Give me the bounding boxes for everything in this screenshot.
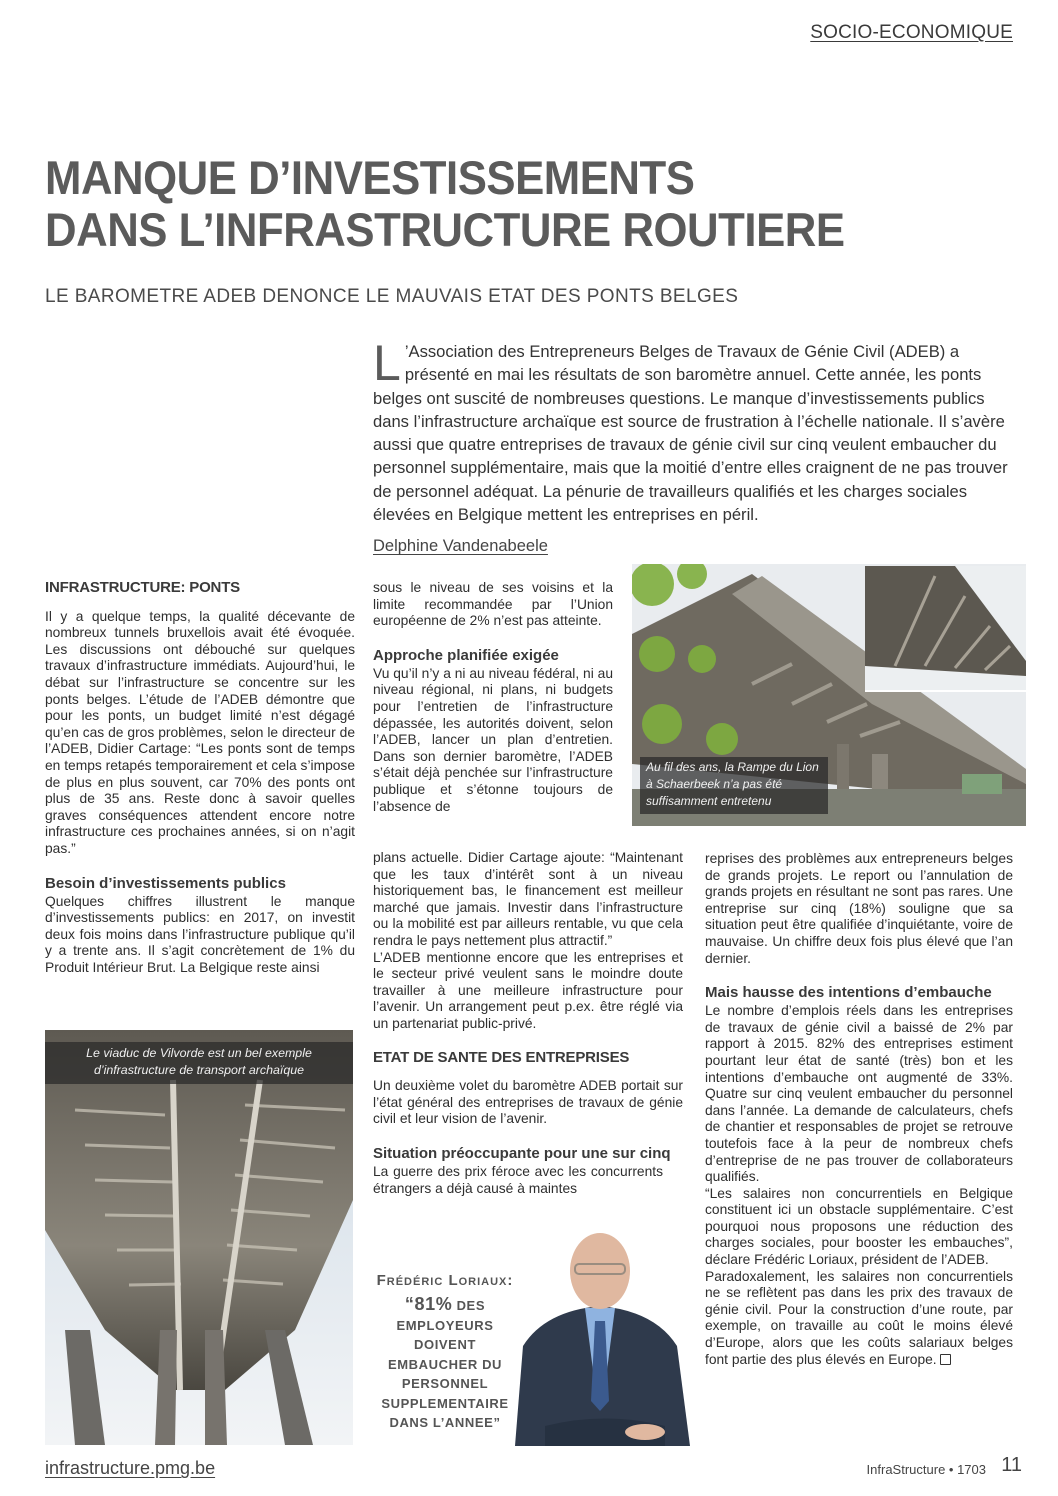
portrait-image <box>505 1226 695 1446</box>
paragraph: reprises des problèmes aux entrepreneurs belges de grands projets. Le report ou l’annulation de grands projets en résultant ne sont pas rares. Une entreprise sur cinq (18%) souligne que sa situation peut être qualifiée d’inquiétante, voire de mauvaise. Un chiffre deux fois plus élevé que l’an dernier. <box>705 851 1013 966</box>
inset-bridge-image <box>865 566 1026 690</box>
paragraph-text: Paradoxalement, les salaires non concurrentiels ne se reflètent pas dans les prix des travaux de génie civil. Pour la construction d’une route, par exemple, on travaille au coût le moins élevé d’Europe, alors que les coûts salariaux belges font partie des plus élevés en Europe. <box>705 1268 1013 1367</box>
paragraph: sous le niveau de ses voisins et la limite recommandée par l’Union européenne de 2% n’est pas atteinte. <box>373 580 613 629</box>
photo-vilvorde-viaduct <box>45 1030 353 1445</box>
paragraph: Vu qu’il n’y a ni au niveau fédéral, ni au niveau régional, ni plans, ni budgets pour l’entretien de l’infrastructure dépassée, les autorités doivent, selon l’ADEB, lancer un plan d’entretien. Dans son dernier baromètre, l’ADEB s’était déjà penchée sur l’infrastructure publique et s’étonne toujours de l’absence de <box>373 665 613 814</box>
paragraph: Il y a quelque temps, la qualité décevante de nombreux tunnels bruxellois avait été évoquée. Les discussions ont débouché sur quelques travaux d’infrastructure immédiats. Aujourd’hui, le débat sur l’infrastructure se concentre sur les ponts belges. L’étude de l’ADEB démontre que pour les ponts, un budget limité n’est dégagé qu’en cas de gros problèmes, selon le directeur de l’ADEB, Didier Cartage: “Les ponts sont de temps en temps retapés temporairement et cela s’impose de plus en plus souvent, car 70% des ponts ont plus de 35 ans. Reste donc à savoir quelles graves conséquences attendent encore notre infrastructure ces prochaines années, si on n’agit pas.” <box>45 608 355 856</box>
photo-caption-vilvorde: Le viaduc de Vilvorde est un bel exemple d’infrastructure de transport archaïque <box>45 1042 353 1084</box>
section-heading-ponts: INFRASTRUCTURE: PONTS <box>45 579 240 596</box>
paragraph: Quelques chiffres illustrent le manque d’investissements publics: en 2017, on investit deux fois moins dans l’infrastructure publique qu’il y a trente ans. Il s’agit concrètement de 1% du Produit Intérieur Brut. La Belgique reste ainsi <box>45 893 355 975</box>
paragraph: Un deuxième volet du baromètre ADEB portait sur l’état général des entreprises de travaux de génie civil et leur vision de l’avenir. <box>373 1078 683 1127</box>
title-line-1: MANQUE D’INVESTISSEMENTS <box>45 151 695 204</box>
page-number: 11 <box>1001 1454 1022 1476</box>
footer-website-link[interactable]: infrastructure.pmg.be <box>45 1458 216 1478</box>
footer-magazine-issue: InfraStructure • 1703 <box>866 1462 986 1477</box>
photo-rampe-du-lion <box>632 564 1026 826</box>
lead-text: ’Association des Entrepreneurs Belges de Travaux de Génie Civil (ADEB) a présenté en mai les résultats de son baromètre annuel. Cette année, les ponts belges ont suscité de nombreuses questions. Le manque d’investissements publics dans l’infrastructure archaïque est source de frustration à l’échelle nationale. Il s’avère aussi que quatre entreprises de travaux de génie civil sur cinq veulent embaucher du personnel supplémentaire, mais que la moitié d’entre elles craignent de ne pas trouver de personnel adéquat. La pénurie de travailleurs qualifiés et les charges sociales élevées en Belgique mettent les entreprises en péril. <box>373 342 1008 525</box>
photo-caption-rampe: Au fil des ans, la Rampe du Lion à Schaerbeek n’a pas été suffisamment entretenu <box>640 757 828 814</box>
subheading-embauche: Mais hausse des intentions d’embauche <box>705 984 992 1002</box>
section-tag: SOCIO-ECONOMIQUE <box>810 22 1013 43</box>
paragraph: La guerre des prix féroce avec les concurrents étrangers a déjà causé à maintes <box>373 1163 663 1196</box>
subheading-approche: Approche planifiée exigée <box>373 646 559 664</box>
subheading-besoin: Besoin d’investissements publics <box>45 874 286 892</box>
end-of-article-icon <box>940 1354 951 1365</box>
paragraph: Le nombre d’emplois réels dans les entreprises de travaux de génie civil a baissé de 2% par rapport à 2015. 82% des entreprises estiment pourtant leur état de santé (très) bon et les intentions d’embauche ont augmenté de 33%. Quatre sur cinq veulent embaucher du personnel dans l’année. La demande de calculateurs, chefs de chantier et responsables de projet se retrouve toutefois face à la peur de nombreux chefs d’entreprise de ne pas trouver de collaborateurs qualifiés. <box>705 1003 1013 1185</box>
viaduct-image <box>45 1030 353 1445</box>
column-2-upper <box>373 580 613 815</box>
photo-frederic-loriaux <box>505 1226 695 1446</box>
pull-quote-author: Frédéric Loriaux: <box>376 1272 514 1289</box>
article-subtitle: LE BAROMETRE ADEB DENONCE LE MAUVAIS ETAT DES PONTS BELGES <box>45 286 739 307</box>
subheading-situation: Situation préoccupante pour une sur cinq <box>373 1144 671 1162</box>
paragraph: “Les salaires non concurrentiels en Belgique constituent ici un obstacle supplémentaire. C’est pourquoi nous proposons une réduction des charges sociales, pour booster les embauches”, déclare Frédéric Loriaux, président de l’ADEB. <box>705 1185 1013 1268</box>
pull-quote-figure: “81% <box>404 1294 453 1314</box>
lead-paragraph <box>373 335 1013 526</box>
byline-author: Delphine Vandenabeele <box>373 537 548 555</box>
article-title <box>45 152 845 256</box>
section-heading-etat-sante: ETAT DE SANTE DES ENTREPRISES <box>373 1048 630 1066</box>
pull-quote-text <box>370 1295 520 1433</box>
paragraph: L’ADEB mentionne encore que les entreprises et le secteur privé veulent sans le moindre doute travailler à une meilleure infrastructure pour l’avenir. Un arrangement peut p.ex. être réglé via un partenariat public-privé. <box>373 949 683 1031</box>
column-1 <box>45 580 355 976</box>
inset-photo-frame <box>865 566 1026 692</box>
paragraph: plans actuelle. Didier Cartage ajoute: “Maintenant que les taux d’intérêt sont à un niveau historiquement bas, le financement est meilleur marché que jamais. Investir dans l’infrastructure ou la mobilité est par ailleurs rentable, vu que cela rendra le pays nettement plus attractif.” <box>373 850 683 948</box>
drop-cap: L <box>373 335 401 391</box>
title-line-2: DANS L’INFRASTRUCTURE ROUTIERE <box>45 203 845 256</box>
pull-quote <box>370 1272 520 1433</box>
paragraph <box>705 1269 1013 1369</box>
column-3 <box>705 851 1013 1368</box>
column-2-lower <box>373 850 683 1197</box>
pull-quote-body: DES EMPLOYEURS DOIVENT EMBAUCHER DU PERSONNEL SUPPLEMENTAIRE DANS L’ANNEE” <box>381 1298 509 1430</box>
